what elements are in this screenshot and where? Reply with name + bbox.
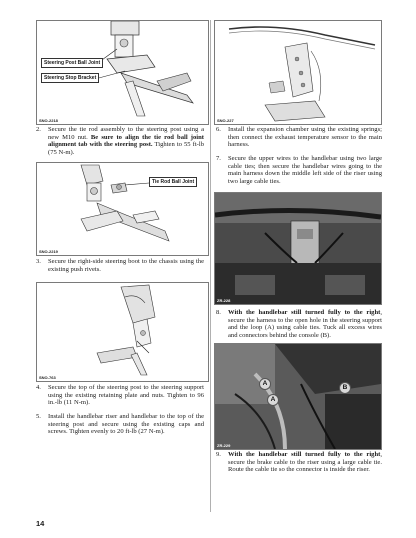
step-number: 7. (216, 155, 221, 162)
figure-id: ZR-229 (217, 443, 231, 448)
figure-id: SNO-227 (217, 118, 234, 123)
callout-steering-post-ball-joint: Steering Post Ball Joint (41, 58, 103, 68)
step-5 (36, 413, 204, 436)
callout-steering-stop-bracket: Steering Stop Bracket (41, 73, 99, 83)
step-number: 8. (216, 309, 221, 316)
step-6 (216, 126, 382, 149)
step-4 (36, 384, 204, 407)
page-number: 14 (36, 519, 45, 528)
step-number: 4. (36, 384, 41, 391)
harness-photo (215, 344, 381, 449)
step-9 (216, 451, 382, 474)
step-text: Install the handlebar riser and handlebar to the top of the steering post and secure using the existing caps and screws. Tighten evenly to 20 ft-lb (27 N-m). (48, 413, 204, 436)
step-text: Install the expansion chamber using the existing springs; then connect the exhaust temperature sensor to the main harness. (228, 126, 382, 149)
figure-id: ZR-228 (217, 298, 231, 303)
handlebar-photo (215, 193, 381, 304)
figure-expansion-chamber (214, 20, 382, 125)
step-text: , secure the harness to the open hole in the steering support and the loop (A) using cable ties. Tuck all excess wires and connectors behind the console (B). (228, 309, 382, 339)
callout-letter-a: A (259, 378, 271, 390)
expansion-chamber-illustration (215, 21, 381, 124)
step-number: 2. (36, 126, 41, 133)
step-text-end: Tighten to 55 ft-lb (75 N-m). (48, 141, 205, 156)
callout-letter-b: B (339, 382, 351, 394)
photo-harness-routing (214, 343, 382, 450)
callout-letter-a-second: A (267, 394, 279, 406)
photo-handlebar-wiring (214, 192, 382, 305)
step-number: 5. (36, 413, 41, 420)
step-number: 9. (216, 451, 221, 458)
steering-boot-illustration (37, 283, 208, 381)
figure-id: SNO-2219 (39, 249, 58, 254)
step-warning: Be sure to align the tie rod ball joint alignment tab with the steering post. (48, 133, 204, 149)
figure-id: SNO-763 (39, 375, 56, 380)
figure-id: SNO-2218 (39, 118, 58, 123)
figure-steering-boot (36, 282, 209, 382)
column-divider (210, 20, 211, 512)
step-3 (36, 258, 204, 273)
step-number: 6. (216, 126, 221, 133)
step-7 (216, 155, 382, 185)
step-2 (36, 126, 204, 156)
step-text: Secure the right-side steering boot to the chassis using the existing push rivets. (48, 258, 204, 273)
step-text: Secure the top of the steering post to the steering support using the existing retaining plate and nuts. Tighten to 96 in.-lb (11 N-m). (48, 384, 204, 407)
step-number: 3. (36, 258, 41, 265)
step-text: Secure the tie rod assembly to the steering post using a new M10 nut. (48, 126, 204, 141)
step-text: Secure the upper wires to the handlebar using two large cable ties; then secure the handlebar wires going to the main harness down the middle left side of the riser using two large cable ties. (228, 155, 382, 185)
figure-steering-post (36, 20, 209, 125)
step-warning: With the handlebar still turned fully to the right (228, 309, 381, 316)
step-warning: With the handlebar still turned fully to the right (228, 451, 381, 458)
step-text: , secure the brake cable to the riser using a large cable tie. Route the cable tie so the connector is inside the riser. (228, 451, 382, 474)
callout-tie-rod-ball-joint: Tie Rod Ball Joint (149, 177, 197, 187)
step-8 (216, 309, 382, 339)
figure-tie-rod (36, 162, 209, 256)
